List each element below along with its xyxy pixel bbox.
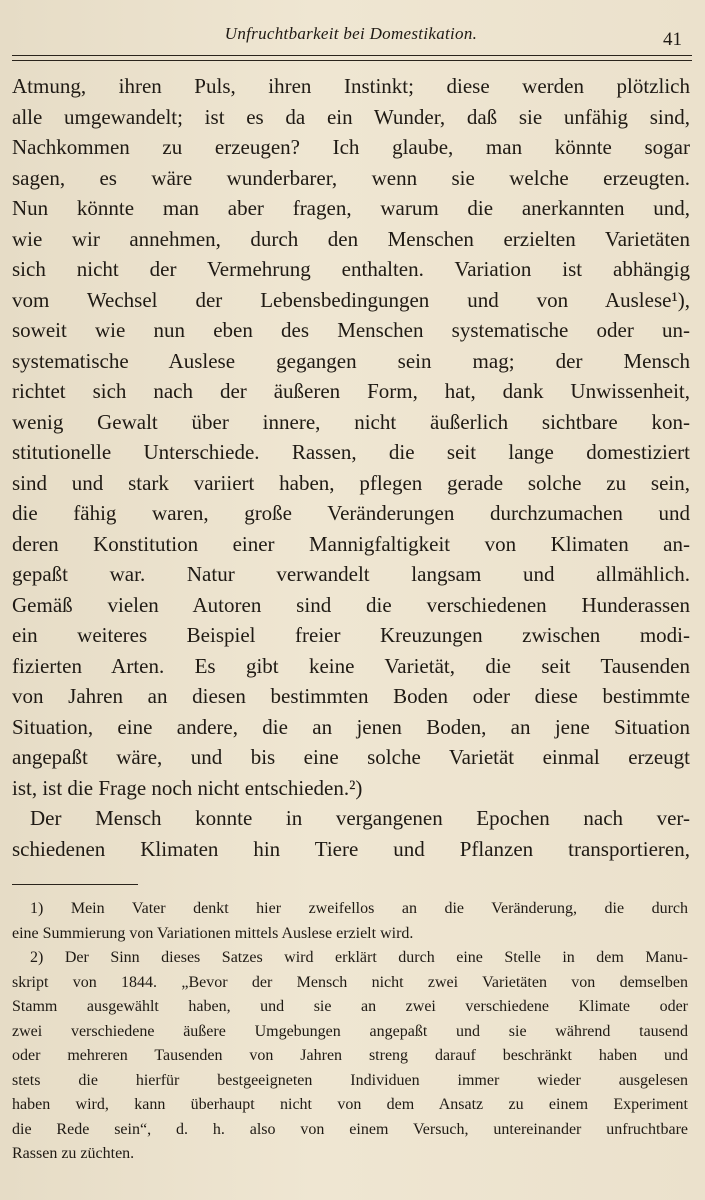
text-line: fizierten Arten. Es gibt keine Varietät, die seit Tausenden [12,653,690,678]
text-line: ein weiteres Beispiel freier Kreuzungen zwischen modi- [12,623,690,647]
text-line: von Jahren an diesen bestimmten Boden oder diese bestimmte [12,684,690,708]
footnote-line: skript von 1844. „Bevor der Mensch nicht zwei Varietäten von demselben [12,973,688,991]
text-line: sind und stark variiert haben, pflegen gerade solche zu sein, [12,470,690,495]
text-line: Nachkommen zu erzeugen? Ich glaube, man könnte sogar [12,135,690,159]
footnote-separator [12,884,138,885]
text-line: wie wir annehmen, durch den Menschen erzielten Varietäten [12,226,690,251]
footnotes [12,897,688,1167]
text-line: Nun könnte man aber fragen, warum die anerkannten und, [12,196,690,220]
text-line: wenig Gewalt über innere, nicht äußerlich sichtbare kon- [12,409,690,434]
text-line-paragraph-start: Der Mensch konnte in vergangenen Epochen nach ver- [30,806,690,830]
footnote-line: eine Summierung von Variationen mittels Auslese erzielt wird. [12,924,414,942]
page-header [12,22,690,52]
footnote-line: Rassen zu züchten. [12,1145,135,1162]
text-line: angepaßt wäre, und bis eine solche Varietät einmal erzeugt [12,745,690,769]
page-number: 41 [663,29,682,50]
footnote-line: oder mehreren Tausenden von Jahren streng darauf beschränkt haben und [12,1047,688,1064]
text-line: sich nicht der Vermehrung enthalten. Variation ist abhängig [12,257,690,281]
footnote-line: zwei verschiedene äußere Umgebungen angepaßt und sie während tausend [12,1022,688,1040]
footnote-line: die Rede sein“, d. h. also von einem Versuch, untereinander unfruchtbare [12,1120,688,1138]
text-line: soweit wie nun eben des Menschen systematische oder un- [12,318,690,342]
footnote-line: Stamm ausgewählt haben, und sie an zwei verschiedene Klimate oder [12,998,688,1015]
text-line-paragraph-end: ist, ist die Frage noch nicht entschieden.²) [12,775,363,800]
text-line: alle umgewandelt; ist es da ein Wunder, daß sie unfähig sind, [12,104,690,129]
text-line: stitutionelle Unterschiede. Rassen, die seit lange domestiziert [12,440,690,464]
text-line: Situation, eine andere, die an jenen Boden, an jene Situation [12,714,690,739]
running-head: Unfruchtbarkeit bei Domestikation. [224,24,478,43]
footnote-line: 2) Der Sinn dieses Satzes wird erklärt durch eine Stelle in dem Manu- [30,949,688,966]
text-line: gepaßt war. Natur verwandelt langsam und allmählich. [12,562,690,586]
header-rule-bottom [12,60,692,61]
text-line: systematische Auslese gegangen sein mag; der Mensch [12,348,690,373]
footnote-line: stets die hierfür bestgeeigneten Individuen immer wieder ausgelesen [12,1071,688,1089]
text-line: Atmung, ihren Puls, ihren Instinkt; diese werden plötzlich [12,74,690,98]
text-line: die fähig waren, große Veränderungen durchzumachen und [12,501,690,525]
text-line: Gemäß vielen Autoren sind die verschiedenen Hunderassen [12,592,690,617]
text-line: schiedenen Klimaten hin Tiere und Pflanzen transportieren, [12,836,690,861]
text-line: richtet sich nach der äußeren Form, hat, dank Unwissenheit, [12,379,690,403]
footnote-line: haben wird, kann überhaupt nicht von dem Ansatz zu einem Experiment [12,1096,688,1113]
text-line: vom Wechsel der Lebensbedingungen und von Auslese¹), [12,287,690,312]
text-line: deren Konstitution einer Mannigfaltigkeit von Klimaten an- [12,531,690,556]
main-text [12,71,690,864]
footnote-line: 1) Mein Vater denkt hier zweifellos an die Veränderung, die durch [30,900,688,917]
header-rule-top [12,55,692,56]
text-line: sagen, es wäre wunderbarer, wenn sie welche erzeugten. [12,165,690,190]
